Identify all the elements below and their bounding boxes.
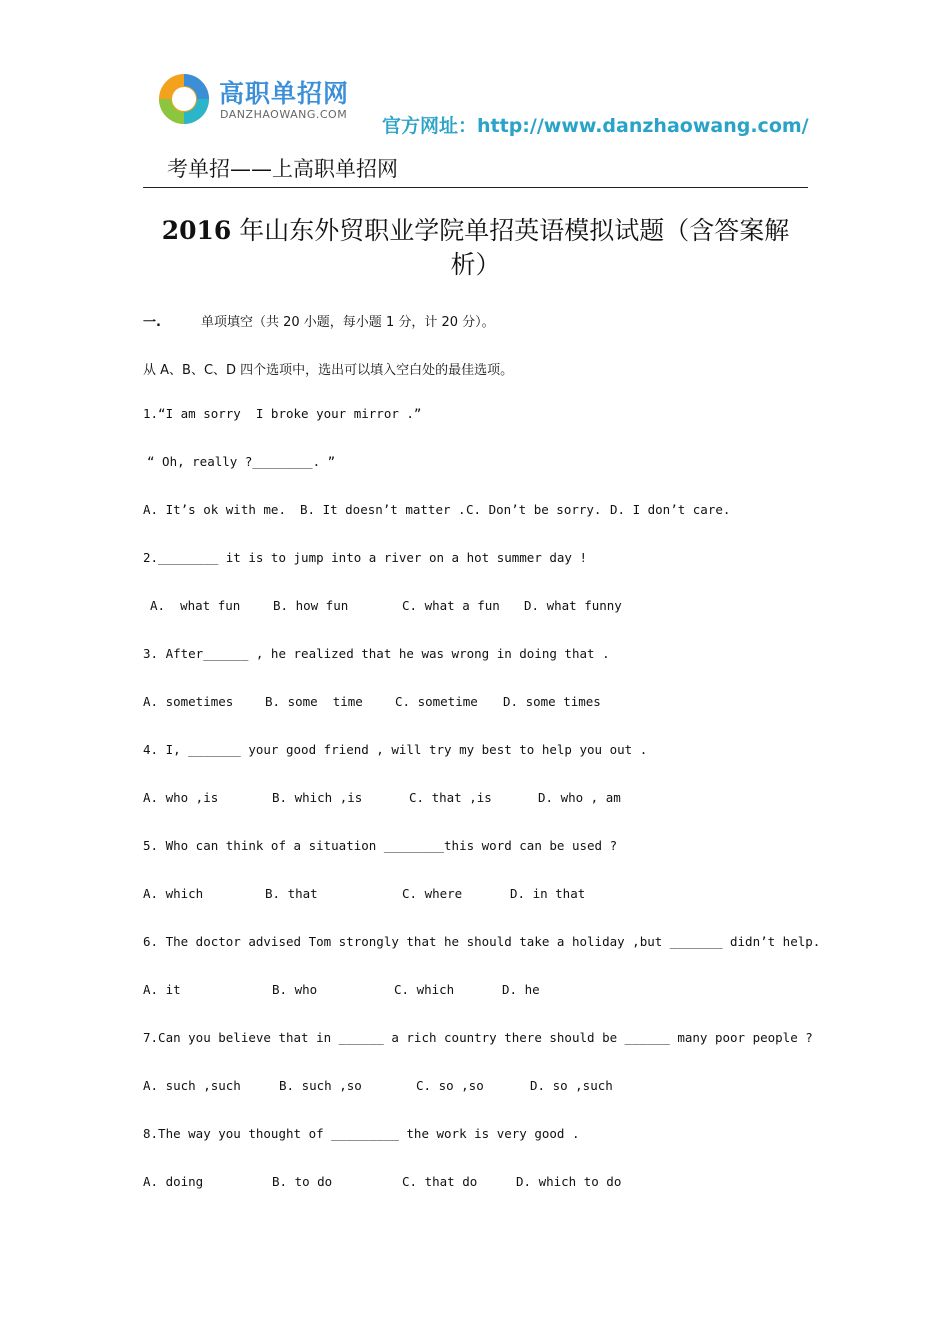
option-c: C. that do [402,1174,478,1189]
option-c: C. which [394,982,455,997]
option-c: C. what a fun [402,598,500,613]
option-d: D. he [502,982,540,997]
document-title [143,214,808,282]
header-divider [143,187,808,188]
option-c: C. that ,is [409,790,492,805]
option-c: C. sometime [395,694,478,709]
option-b: B. that [265,886,318,901]
question-stem: 2.________ it is to jump into a river on a hot summer day ! [143,550,588,565]
title-line-1: 年山东外贸职业学院单招英语模拟试题（含答案解 [231,216,790,245]
option-d: D. so ,such [530,1078,613,1093]
option-b: B. who [272,982,318,997]
site-url-link[interactable]: 官方网址：http://www.danzhaowang.com/ [382,115,809,137]
logo-text: 高职单招网 [219,79,350,108]
question-stem: 8.The way you thought of _________ the work is very good . [143,1126,580,1141]
option-a: A. doing [143,1174,204,1189]
question-stem: 5. Who can think of a situation ________this word can be used ? [143,838,618,853]
option-b: B. some time [265,694,363,709]
option-a: A. what fun [150,598,241,613]
slogan: 考单招——上高职单招网 [167,157,398,181]
option-a: A. who ,is [143,790,219,805]
option-d: D. which to do [516,1174,622,1189]
option-a: A. sometimes [143,694,234,709]
section-instruction: 从 A、B、C、D 四个选项中，选出可以填入空白处的最佳选项。 [143,363,514,378]
option-b: B. to do [272,1174,333,1189]
section-number: 一. [143,315,161,330]
option-a: A. such ,such [143,1078,241,1093]
option-d: D. what funny [524,598,622,613]
option-d: D. who , am [538,790,621,805]
option-d: D. some times [503,694,601,709]
option-a: A. which [143,886,204,901]
option-d: D. I don’t care. [610,502,731,517]
title-year: 2016 [161,216,232,245]
option-c: C. Don’t be sorry. [466,502,602,517]
question-stem: 1.“I am sorry I broke your mirror .” [143,406,422,421]
logo-subtext: DANZHAOWANG.COM [220,108,348,121]
option-b: B. It doesn’t matter . [300,502,466,517]
question-stem: 7.Can you believe that in ______ a rich country there should be ______ many poor people ? [143,1030,813,1045]
question-stem: “ Oh, really ?________. ” [147,454,336,469]
option-b: B. how fun [273,598,349,613]
option-a: A. it [143,982,181,997]
section-title: 单项填空（共 20 小题，每小题 1 分，计 20 分）。 [201,315,495,330]
option-c: C. so ,so [416,1078,484,1093]
title-line-2: 析） [450,250,501,279]
page-header [0,0,950,200]
logo-icon [157,72,211,126]
option-b: B. which ,is [272,790,363,805]
question-stem: 6. The doctor advised Tom strongly that he should take a holiday ,but _______ didn’t help. [143,934,821,949]
option-b: B. such ,so [279,1078,362,1093]
option-c: C. where [402,886,463,901]
option-a: A. It’s ok with me. [143,502,286,517]
option-d: D. in that [510,886,586,901]
question-stem: 4. I, _______ your good friend , will try my best to help you out . [143,742,648,757]
question-stem: 3. After______ , he realized that he was wrong in doing that . [143,646,610,661]
